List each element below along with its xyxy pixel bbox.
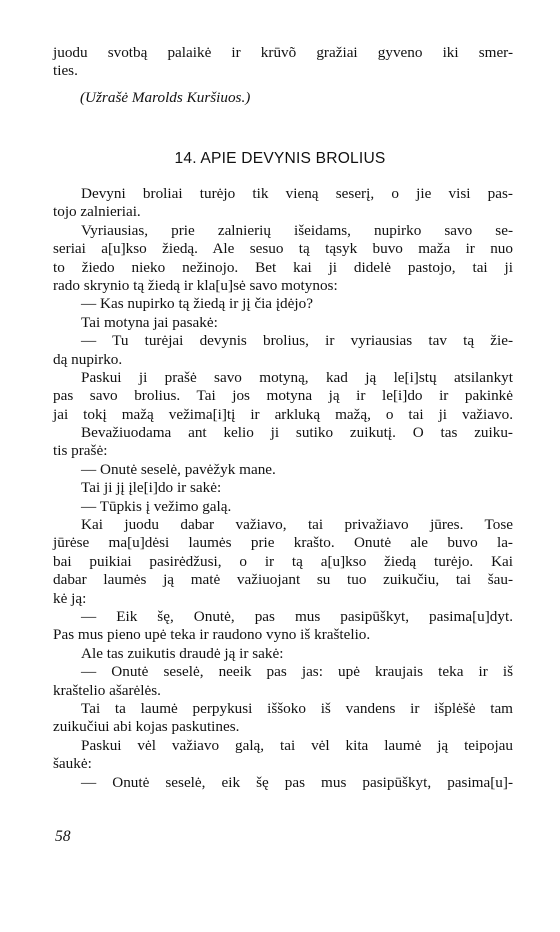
text-line: — Tu turėjai devynis brolius, ir vyriausias tav tą žie- bbox=[81, 332, 513, 350]
text-line: kraštelio ašarėlės. bbox=[53, 681, 161, 699]
text-line: tis prašė: bbox=[53, 442, 108, 460]
continued-paragraph bbox=[53, 44, 513, 81]
text-line: — Eik šę, Onutė, pas mus pasipūškyt, pasima[u]dyt. bbox=[81, 607, 513, 625]
text-line: Devyni broliai turėjo tik vieną seserį, o jie visi pas- bbox=[81, 185, 513, 202]
story-text bbox=[53, 185, 513, 792]
text-line: zuikučiui abi kojas paskutines. bbox=[53, 718, 240, 736]
text-line: — Onutė seselė, neeik pas jas: upė kraujais teka ir iš bbox=[81, 663, 513, 681]
text-line: Paskui vėl važiavo galą, tai vėl kita laumė ją teipojau bbox=[81, 736, 513, 754]
text-line: Tai motyna jai pasakė: bbox=[81, 313, 218, 331]
text-line: Pas mus pieno upė teka ir raudono vyno iš kraštelio. bbox=[53, 626, 371, 644]
recorder-citation: (Užrašė Marolds Kuršiuos.) bbox=[80, 89, 251, 106]
text-line: ties. bbox=[53, 62, 78, 80]
text-line: šaukė: bbox=[53, 755, 92, 773]
text-line: seriai a[u]kso žiedą. Ale sesuo tą tąsyk buvo maža ir nuo bbox=[53, 240, 513, 258]
text-line: — Onutė seselė, eik šę pas mus pasipūškyt, pasima[u]- bbox=[81, 773, 513, 791]
chapter-title: 14. APIE DEVYNIS BROLIUS bbox=[174, 150, 386, 167]
text-line: jūrėse ma[u]dėsi laumės prie krašto. Onutė ale buvo la- bbox=[53, 534, 513, 552]
text-line: Tai ji jį įle[i]do ir sakė: bbox=[81, 479, 222, 497]
text-line: juodu svotbą palaikė ir krūvõ gražiai gyveno iki smer- bbox=[53, 44, 513, 61]
text-line: jai tokį mažą vežima[i]tį ir arkluką mažą, o tai ji važiavo. bbox=[53, 405, 513, 423]
text-line: dą nupirko. bbox=[53, 350, 123, 368]
text-line: Bevažiuodama ant kelio ji sutiko zuikutį. O tas zuiku- bbox=[81, 424, 513, 442]
text-line: pas savo brolius. Tai jos motyna ją ir le[i]do ir pakinkė bbox=[53, 387, 513, 405]
text-line: Ale tas zuikutis draudė ją ir sakė: bbox=[81, 644, 284, 662]
text-line: tojo zalnieriai. bbox=[53, 203, 141, 221]
text-line: Vyriausias, prie zalnierių išeidams, nupirko savo se- bbox=[81, 221, 513, 239]
text-line: Kai juodu dabar važiavo, tai privažiavo jūres. Tose bbox=[81, 516, 513, 534]
text-line: to žiedo nieko nežinojo. Bet kai ji didelė pastojo, tai ji bbox=[53, 258, 513, 276]
text-line: bai puikiai pasirėdžusi, o ir tą a[u]kso žiedą turėjo. Kai bbox=[53, 552, 513, 570]
text-line: — Tūpkis į vežimo galą. bbox=[81, 497, 232, 515]
text-line: rado skrynio tą žiedą ir kla[u]sė savo motynos: bbox=[53, 276, 338, 294]
text-line: — Onutė seselė, pavėžyk mane. bbox=[81, 460, 276, 478]
text-line: kė ją: bbox=[53, 589, 87, 607]
text-line: Paskui ji prašė savo motyną, kad ją le[i]stų atsilankyt bbox=[81, 368, 513, 386]
text-line: dabar laumės ją matė važiuojant su tuo zuikučiu, tai šau- bbox=[53, 571, 513, 589]
text-line: — Kas nupirko tą žiedą ir jį čia įdėjo? bbox=[81, 295, 313, 313]
text-line: Tai ta laumė perpykusi iššoko iš vandens ir išplėšė tam bbox=[81, 699, 513, 717]
page-number: 58 bbox=[55, 828, 71, 845]
